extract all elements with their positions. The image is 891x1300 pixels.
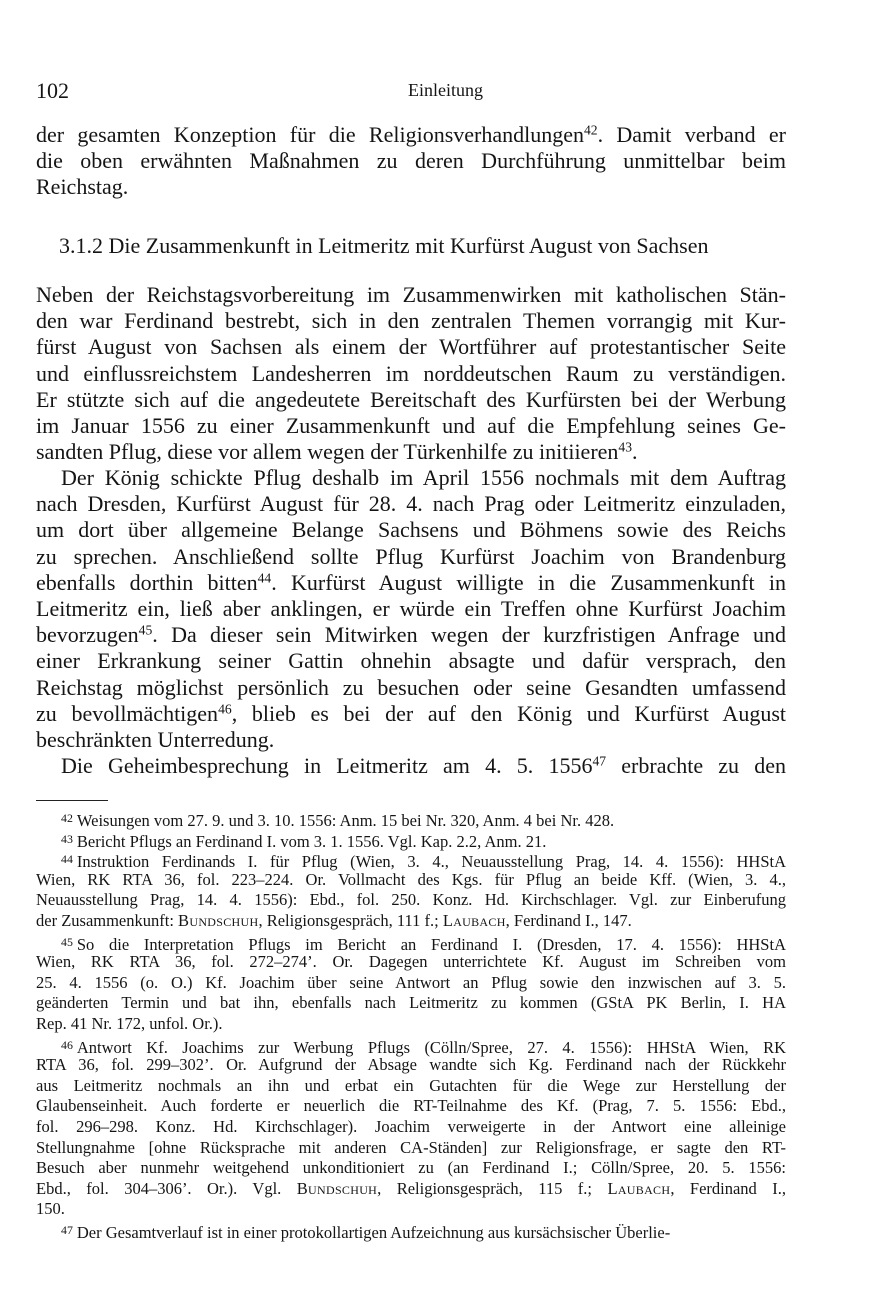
text-line: nach Dresden, Kurfürst August für 28. 4. nach Prag oder Leitmeritz einzuladen, [36, 491, 786, 517]
note-ref-46: 46 [218, 701, 232, 717]
footnote-line: 25. 4. 1556 (o. O.) Kf. Joachim über seine Antwort an Pflug sowie den inzwischen auf 3. 5. [36, 972, 786, 992]
footnote-line: 150. [36, 1199, 65, 1219]
footnote-line: der Zusammenkunft: Bundschuh, Religionsgespräch, 111 f.; Laubach, Ferdinand I., 147. [36, 910, 632, 930]
text-line: . [632, 439, 638, 465]
footnote-line: Rep. 41 Nr. 172, unfol. Or.). [36, 1013, 223, 1033]
footnote-line: geänderten Termin und bat ihn, ebenfalls nach Leitmeritz zu kommen (GStA PK Berlin, I. HA [36, 993, 786, 1013]
note-ref-45: 45 [138, 622, 153, 638]
paragraph-3 [36, 753, 786, 779]
author-name: Laubach [442, 910, 506, 930]
author-name: Laubach [607, 1178, 671, 1198]
text-line: und einflussreichstem Landesherren im norddeutschen Raum zu verständigen. [36, 360, 786, 386]
footnote-line: Besuch aber nunmehr weitgehend unkonditioniert zu (an Ferdinand I.; Cölln/Spree, 20. 5. 1556: [36, 1158, 786, 1178]
text-line: Leitmeritz ein, ließ aber anklingen, er würde ein Treffen ohne Kurfürst Joachim [36, 595, 786, 621]
text-line: Die Geheimbesprechung in Leitmeritz am 4. 5. 1556 [61, 753, 593, 778]
text-line: den war Ferdinand bestrebt, sich in den zentralen Themen vorrangig mit Kur- [36, 308, 786, 334]
footnote-42: $^{42}$ Weisungen vom 27. 9. und 3. 10. 1556: Anm. 15 bei Nr. 320, Anm. 4 bei Nr. 428. [61, 811, 615, 831]
intro-paragraph [36, 122, 786, 201]
text-line: ebenfalls dorthin bitten [36, 569, 258, 595]
author-name: Bundschuh [178, 910, 259, 930]
text-line: zu bevollmächtigen [36, 700, 219, 726]
note-ref-42: 42 [583, 122, 598, 138]
text-line: beschränkten Unterredung. [36, 726, 275, 752]
note-ref-43: 43 [618, 439, 633, 455]
text-line: Reichstag möglichst persönlich zu besuchen oder seine Gesandten umfassend [36, 674, 786, 700]
running-head: Einleitung [408, 80, 483, 100]
text-line: Reichstag. [36, 174, 129, 200]
text-line: . Damit verband er [597, 122, 786, 147]
text-line: um dort über allgemeine Belange Sachsens und Böhmens sowie des Reichs [36, 517, 786, 543]
text-line: im Januar 1556 zu einer Zusammenkunft und auf die Empfehlung seines Ge- [36, 412, 786, 438]
text-line: sandten Pflug, diese vor allem wegen der Türkenhilfe zu initiieren [36, 439, 619, 465]
footnote-line: fol. 296–298. Konz. Hd. Kirchschlager). Joachim verweigerte in der Antwort eine alleinige [36, 1116, 786, 1136]
footnote-44: $^{44}$ Instruktion Ferdinands I. für Pflug (Wien, 3. 4., Neuausstellung Prag, 14. 4. 1556): HHStA [61, 852, 786, 872]
section-heading: 3.1.2 Die Zusammenkunft in Leitmeritz mit Kurfürst August von Sachsen [59, 233, 709, 258]
text-line: , blieb es bei der auf den König und Kurfürst August [231, 700, 786, 726]
text-line: Der König schickte Pflug deshalb im April 1556 nochmals mit dem Auftrag [61, 465, 786, 490]
text-line: Er stützte sich auf die angedeutete Bereitschaft des Kurfürsten bei der Werbung [36, 386, 786, 412]
text-line: . Kurfürst August willigte in die Zusammenkunft in [271, 569, 786, 595]
footnote-46: $^{46}$ Antwort Kf. Joachims zur Werbung Pflugs (Cölln/Spree, 27. 4. 1556): HHStA Wien, RK [61, 1037, 786, 1057]
text-line: der gesamten Konzeption für die Religionsverhandlungen [36, 122, 584, 147]
page-number: 102 [36, 78, 69, 103]
text-line: zu sprechen. Anschließend sollte Pflug Kurfürst Joachim von Brandenburg [36, 543, 786, 569]
text-line: die oben erwähnten Maßnahmen zu deren Durchführung unmittelbar beim [36, 148, 786, 174]
text-line: fürst August von Sachsen als einem der Wortführer auf protestantischer Seite [36, 334, 786, 360]
footnote-separator [36, 800, 108, 801]
footnote-line: aus Leitmeritz nochmals an ihn und erbat ein Gutachten für die Wege zur Herstellung der [36, 1075, 786, 1095]
text-line: bevorzugen [36, 622, 139, 648]
text-line: einer Erkrankung seiner Gattin ohnehin absagte und dafür versprach, den [36, 648, 786, 674]
footnotes [36, 808, 786, 1243]
footnote-line: Ebd., fol. 304–306’. Or.). Vgl. Bundschuh, Religionsgespräch, 115 f.; Laubach, Ferdinand I., [36, 1178, 786, 1198]
paragraph-1 [36, 282, 786, 465]
paragraph-2 [36, 465, 786, 753]
text-line: Neben der Reichstagsvorbereitung im Zusammenwirken mit katholischen Stän- [36, 282, 786, 307]
footnote-line: Neuausstellung Prag, 14. 4. 1556): Ebd., fol. 250. Konz. Hd. Kirchschlager. Vgl. zur Einberufung [36, 890, 786, 910]
text-line: erbrachte zu den [606, 753, 786, 778]
footnote-43: $^{43}$ Bericht Pflugs an Ferdinand I. vom 3. 1. 1556. Vgl. Kap. 2.2, Anm. 21. [61, 831, 547, 851]
footnote-45: $^{45}$ So die Interpretation Pflugs im Bericht an Ferdinand I. (Dresden, 17. 4. 1556): HHStA [61, 934, 786, 954]
text-line: . Da dieser sein Mitwirken wegen der kurzfristigen Anfrage und [152, 622, 786, 648]
footnote-line: RTA 36, fol. 299–302’. Or. Aufgrund der Absage wandte sich Kg. Ferdinand nach der Rückkehr [36, 1055, 786, 1075]
footnote-line: Wien, RK RTA 36, fol. 272–274’. Or. Dagegen unterrichtete Kf. August im Schreiben vom [36, 952, 786, 972]
note-ref-44: 44 [257, 570, 272, 586]
footnote-line: Glaubenseinheit. Auch forderte er neuerlich die RT-Teilnahme des Kf. (Prag, 7. 5. 1556: Ebd., [36, 1096, 786, 1116]
note-ref-47: 47 [592, 753, 607, 769]
footnote-line: Stellungnahme [ohne Rücksprache mit anderen CA-Ständen] zur Religionsfrage, er sagte den RT- [36, 1137, 786, 1157]
footnote-47: $^{47}$ Der Gesamtverlauf ist in einer protokollartigen Aufzeichnung aus kursächsischer Überlie- [61, 1222, 671, 1243]
author-name: Bundschuh [296, 1178, 378, 1198]
footnote-line: Wien, RK RTA 36, fol. 223–224. Or. Vollmacht des Kgs. für Pflug an beide Kff. (Wien, 3. 4., [36, 869, 786, 889]
